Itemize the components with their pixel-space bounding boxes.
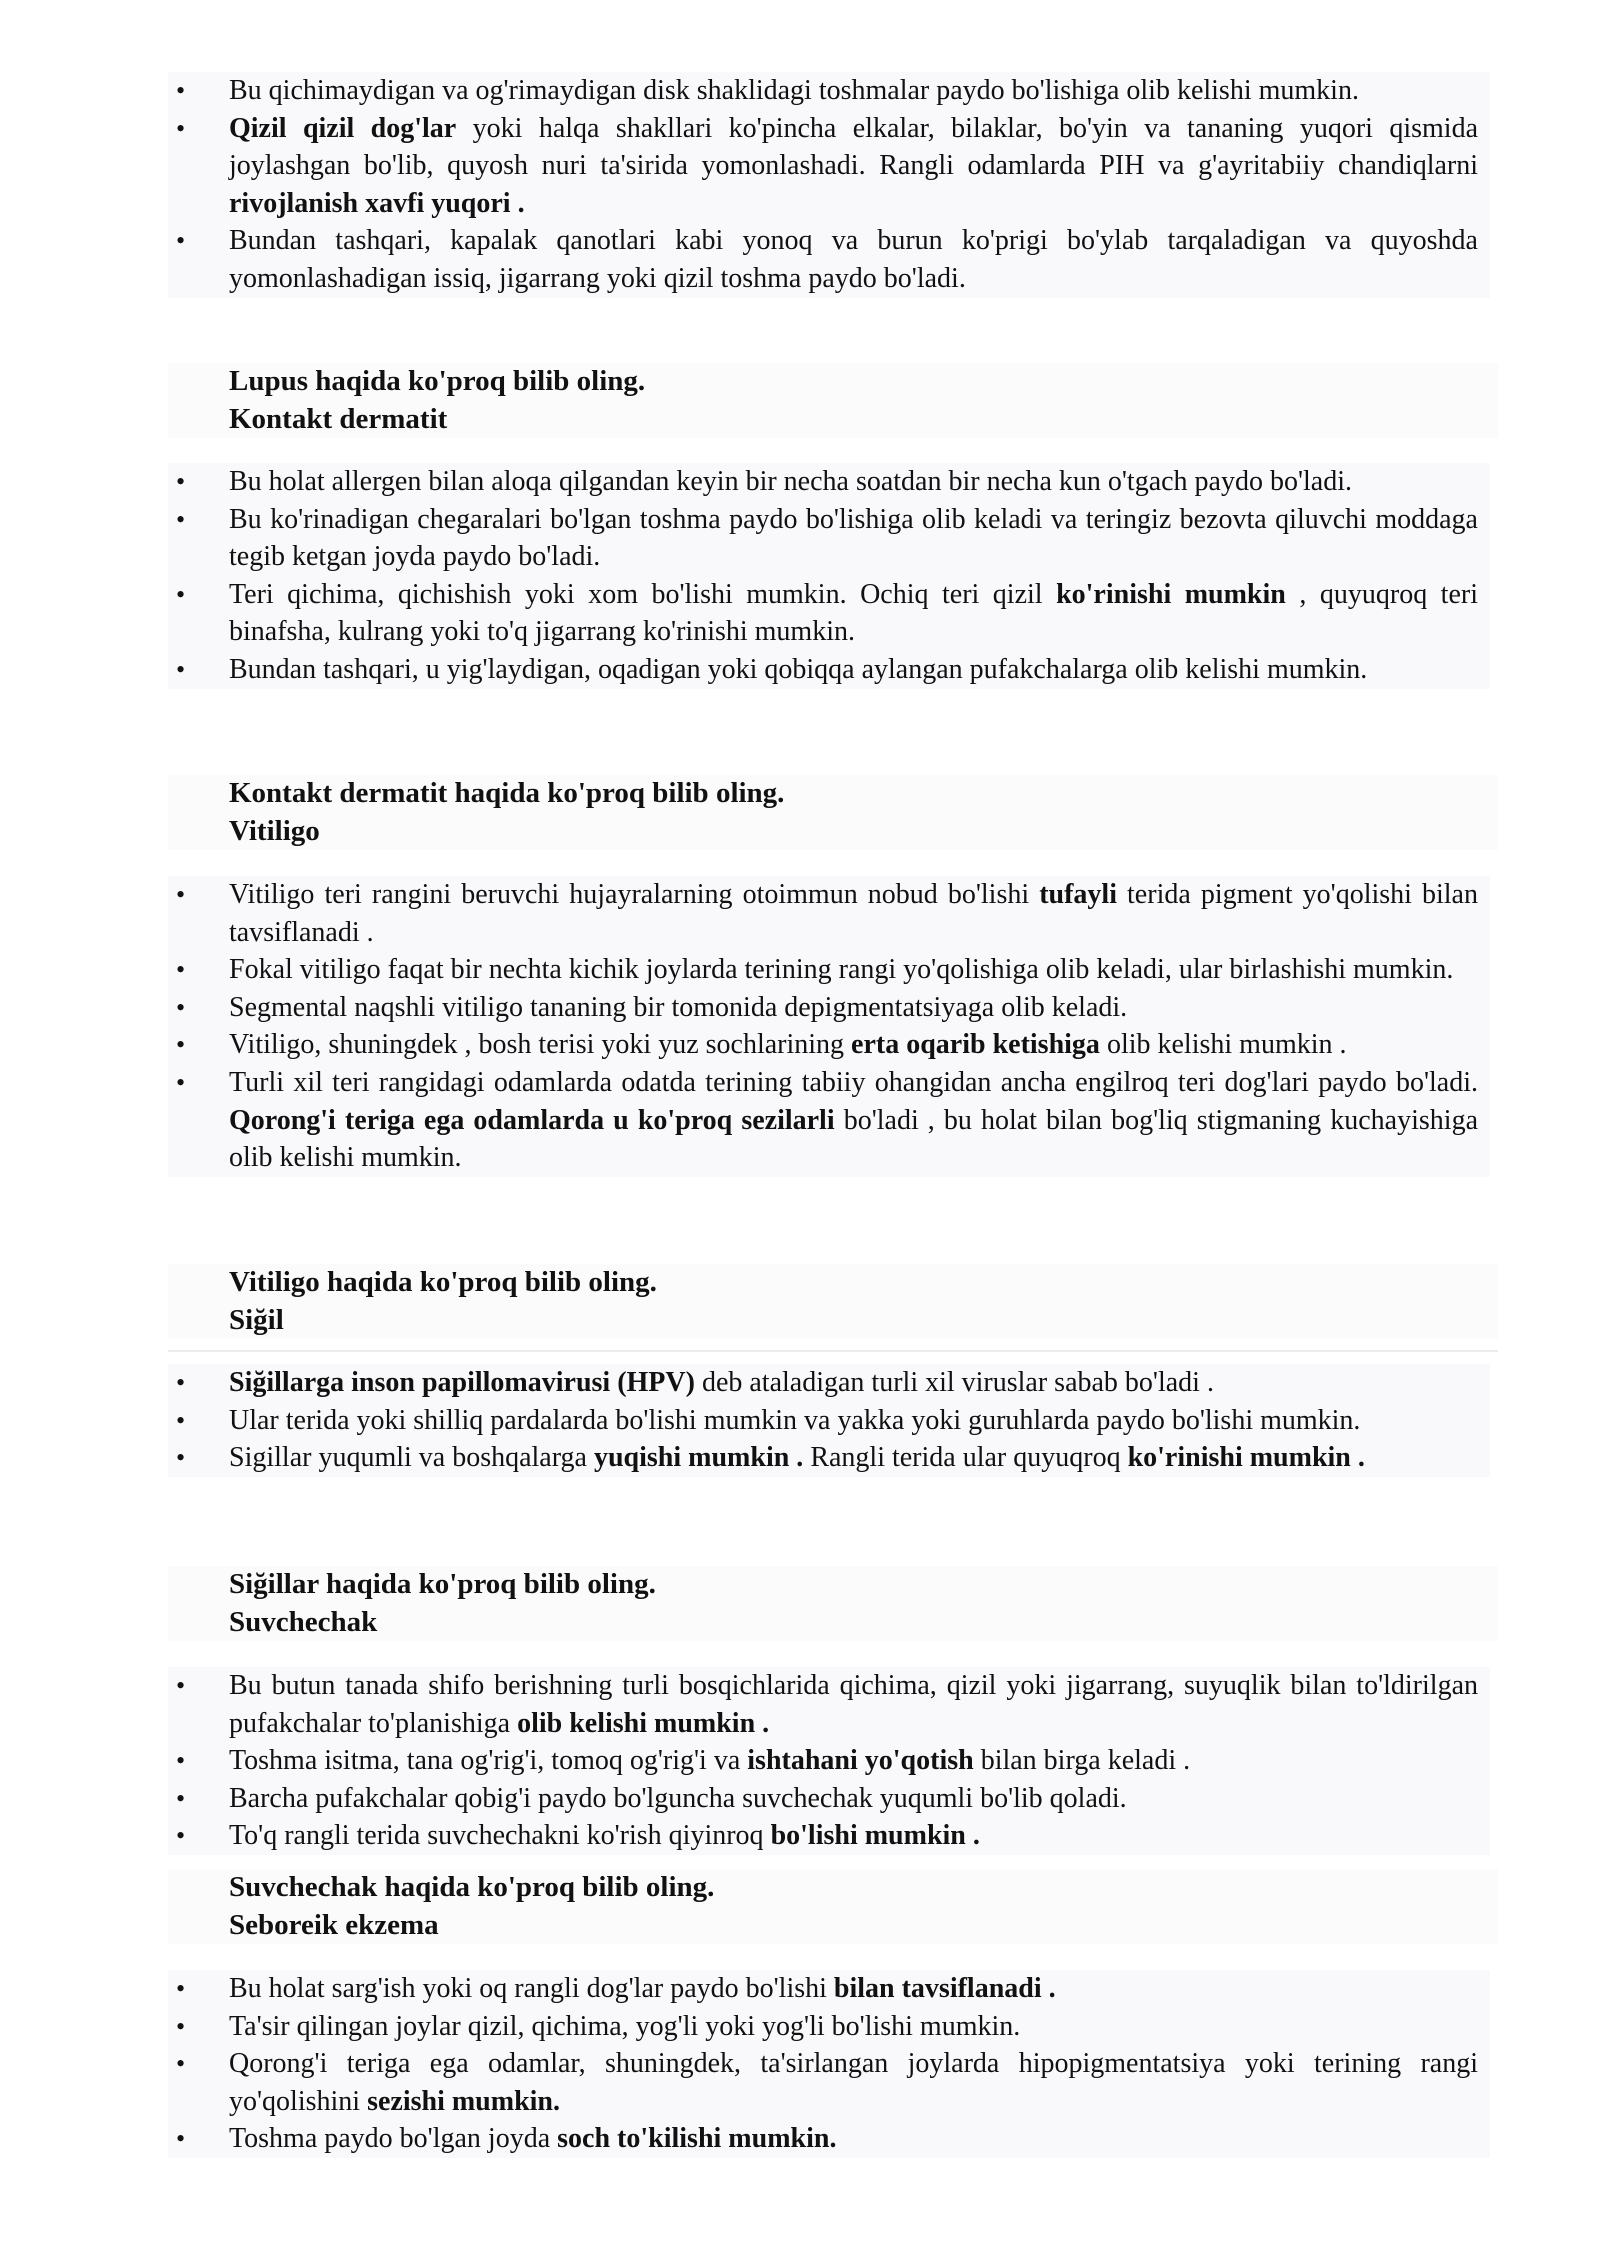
bullet-list-suvchechak — [168, 1667, 1490, 1855]
bullet-icon: • — [176, 76, 186, 105]
bullet-icon: • — [176, 654, 186, 684]
bold-text: olib kelishi mumkin . — [517, 1707, 770, 1739]
more-link-kontakt-dermatit[interactable]: Kontakt dermatit haqida ko'proq bilib oling. — [229, 777, 785, 809]
list-item — [168, 463, 1490, 501]
bullet-list-kontakt-dermatit — [168, 463, 1490, 689]
item-text: olib kelishi mumkin . — [1099, 1029, 1347, 1061]
section-footer-lupus — [168, 363, 1498, 438]
list-item — [168, 222, 1490, 297]
list-item — [168, 876, 1490, 951]
bullet-icon: • — [176, 955, 186, 985]
item-text: Bu qichimaydigan va og'rimaydigan disk shaklidagi toshmalar paydo bo'lishiga olib kelishi mumkin. — [229, 75, 1359, 106]
bold-text: tufayli — [1039, 879, 1117, 910]
list-item — [168, 2120, 1490, 2158]
list-item — [168, 1817, 1490, 1855]
list-item — [168, 501, 1490, 576]
section-footer-kontakt-dermatit — [168, 775, 1498, 850]
heading-sigil: Siğil — [229, 1303, 284, 1336]
item-text: Segmental naqshli vitiligo tananing bir tomonida depigmentatsiyaga olib keladi. — [229, 991, 1128, 1023]
bullet-icon: • — [176, 1746, 186, 1776]
bullet-icon: • — [176, 2011, 186, 2041]
more-link-suvchechak[interactable]: Suvchechak haqida ko'proq bilib oling. — [229, 1871, 715, 1903]
bold-text: sezishi mumkin. — [367, 2085, 560, 2117]
item-text: Vitiligo, shuningdek , bosh terisi yoki yuz sochlarining — [229, 1029, 852, 1061]
bold-text: ishtahani yo'qotish — [747, 1745, 974, 1777]
bold-text: ko'rinishi mumkin — [1056, 578, 1286, 610]
bold-text: yuqishi mumkin . — [593, 1442, 804, 1474]
bullet-list-lupus — [168, 72, 1490, 298]
bullet-icon: • — [176, 1030, 186, 1060]
heading-seboreik-ekzema: Seboreik ekzema — [229, 1908, 439, 1941]
list-item — [168, 1742, 1490, 1780]
item-text: terida pigment yo'qolishi bilan tavsiflanadi . — [229, 879, 1478, 948]
bold-text: Qizil qizil dog'lar — [229, 112, 457, 144]
bullet-list-sigil — [168, 1364, 1490, 1477]
item-text: To'q rangli terida suvchechakni ko'rish qiyinroq — [229, 1820, 771, 1852]
item-text: Teri qichima, qichishish yoki xom bo'lishi mumkin. Ochiq teri qizil — [229, 578, 1057, 610]
bullet-icon: • — [176, 1443, 186, 1473]
bold-text: ko'rinishi mumkin . — [1127, 1442, 1365, 1474]
more-link-lupus[interactable]: Lupus haqida ko'proq bilib oling. — [229, 365, 646, 397]
item-text: Ta'sir qilingan joylar qizil, qichima, yog'li yoki yog'li bo'lishi mumkin. — [229, 2010, 1021, 2042]
heading-suvchechak: Suvchechak — [229, 1605, 378, 1638]
list-item — [168, 1439, 1490, 1477]
item-text: Ular terida yoki shilliq pardalarda bo'lishi mumkin va yakka yoki guruhlarda paydo bo'lishi mumkin. — [229, 1404, 1361, 1436]
list-item — [168, 110, 1490, 223]
bullet-icon: • — [176, 2124, 186, 2154]
list-item — [168, 989, 1490, 1027]
item-text: Bu butun tanada shifo berishning turli bosqichlarida qichima, qizil yoki jigarrang, suyuqlik bilan to'ldirilgan pufakchalar to'planishiga — [229, 1670, 1478, 1739]
item-text: bo'ladi , bu holat bilan bog'liq stigmaning kuchayishiga olib kelishi mumkin. — [229, 1104, 1478, 1174]
item-text: Toshma paydo bo'lgan joyda — [229, 2123, 558, 2155]
list-item — [168, 1064, 1490, 1177]
bold-text: rivojlanish xavfi yuqori . — [229, 187, 525, 219]
bullet-list-seboreik-ekzema — [168, 1970, 1490, 2158]
bullet-icon: • — [176, 2049, 186, 2079]
bold-text: soch to'kilishi mumkin. — [557, 2123, 837, 2155]
bullet-icon: • — [176, 1368, 186, 1397]
bullet-icon: • — [176, 1821, 186, 1851]
list-item — [168, 651, 1490, 689]
item-text: Rangli terida ular quyuqroq — [803, 1442, 1128, 1474]
item-text: Toshma isitma, tana og'rig'i, tomoq og'rig'i va — [229, 1745, 748, 1777]
bullet-icon: • — [176, 1067, 186, 1097]
item-text: Bundan tashqari, kapalak qanotlari kabi yonoq va burun ko'prigi bo'ylab tarqaladigan va quyoshda yomonlashadigan issiq, jigarrang yoki qizil toshma paydo bo'ladi. — [229, 225, 1478, 294]
bullet-icon: • — [176, 880, 186, 909]
list-item — [168, 72, 1490, 110]
item-text: bilan birga keladi . — [973, 1745, 1191, 1777]
item-text: yoki halqa shakllari ko'pincha elkalar, bilaklar, bo'yin va tananing yuqori qismida joylashgan bo'lib, quyosh nuri ta'sirida yomonlashadi. Rangli odamlarda PIH va g'ayritabiiy chandiqlarni — [229, 112, 1478, 182]
item-text: Bu holat allergen bilan aloqa qilgandan keyin bir necha soatdan bir necha kun o'tgach paydo bo'ladi. — [229, 466, 1353, 497]
list-item — [168, 2045, 1490, 2120]
list-item — [168, 1667, 1490, 1742]
list-item — [168, 2008, 1490, 2046]
bold-text: erta oqarib ketishiga — [851, 1029, 1100, 1061]
bold-text: Siğillarga inson papillomavirusi (HPV) — [229, 1367, 695, 1398]
bullet-icon: • — [176, 113, 186, 143]
divider — [168, 1350, 1498, 1352]
bullet-icon: • — [176, 1783, 186, 1813]
bold-text: Qorong'i teriga ega odamlarda u ko'proq sezilarli — [229, 1104, 835, 1136]
list-item — [168, 1970, 1490, 2008]
heading-vitiligo: Vitiligo — [229, 814, 320, 847]
bullet-list-vitiligo — [168, 876, 1490, 1177]
bullet-icon: • — [176, 1974, 186, 2003]
list-item — [168, 1026, 1490, 1064]
bold-text: bo'lishi mumkin . — [770, 1820, 980, 1852]
item-text: Bu holat sarg'ish yoki oq rangli dog'lar paydo bo'lishi — [229, 1973, 834, 2004]
section-footer-suvchechak — [168, 1869, 1498, 1944]
list-item — [168, 951, 1490, 989]
bullet-icon: • — [176, 1671, 186, 1700]
item-text: Vitiligo teri rangini beruvchi hujayralarning otoimmun nobud bo'lishi — [229, 879, 1040, 910]
bullet-icon: • — [176, 1405, 186, 1435]
list-item — [168, 576, 1490, 651]
more-link-sigil[interactable]: Siğillar haqida ko'proq bilib oling. — [229, 1568, 656, 1600]
more-link-vitiligo[interactable]: Vitiligo haqida ko'proq bilib oling. — [229, 1266, 657, 1298]
item-text: Qorong'i teriga ega odamlar, shuningdek, ta'sirlangan joylarda hipopigmentatsiya yoki terining rangi yo'qolishini — [229, 2048, 1478, 2117]
bullet-icon: • — [176, 467, 186, 496]
bold-text: bilan tavsiflanadi . — [833, 1973, 1056, 2004]
item-text: Sigillar yuqumli va boshqalarga — [229, 1442, 594, 1474]
section-footer-vitiligo — [168, 1264, 1498, 1339]
item-text: Barcha pufakchalar qobig'i paydo bo'lguncha suvchechak yuqumli bo'lib qoladi. — [229, 1782, 1127, 1814]
list-item — [168, 1364, 1490, 1402]
bullet-icon: • — [176, 504, 186, 534]
item-text: Bundan tashqari, u yig'laydigan, oqadigan yoki qobiqqa aylangan pufakchalarga olib kelishi mumkin. — [229, 653, 1368, 685]
bullet-icon: • — [176, 579, 186, 609]
item-text: Turli xil teri rangidagi odamlarda odatda terining tabiiy ohangidan ancha engilroq teri dog'lari paydo bo'ladi. — [229, 1066, 1478, 1098]
list-item — [168, 1402, 1490, 1440]
item-text: , quyuqroq teri binafsha, kulrang yoki to'q jigarrang ko'rinishi mumkin. — [229, 578, 1478, 648]
bullet-icon: • — [176, 992, 186, 1022]
heading-kontakt-dermatit: Kontakt dermatit — [229, 402, 448, 435]
item-text: deb ataladigan turli xil viruslar sabab bo'ladi . — [694, 1367, 1214, 1398]
item-text: Bu ko'rinadigan chegaralari bo'lgan toshma paydo bo'lishiga olib keladi va teringiz bezovta qiluvchi moddaga tegib ketgan joyda paydo bo'ladi. — [229, 503, 1478, 573]
item-text: Fokal vitiligo faqat bir nechta kichik joylarda terining rangi yo'qolishiga olib keladi, ular birlashishi mumkin. — [229, 954, 1454, 986]
section-footer-sigil — [168, 1566, 1498, 1641]
list-item — [168, 1780, 1490, 1818]
bullet-icon: • — [176, 226, 186, 256]
